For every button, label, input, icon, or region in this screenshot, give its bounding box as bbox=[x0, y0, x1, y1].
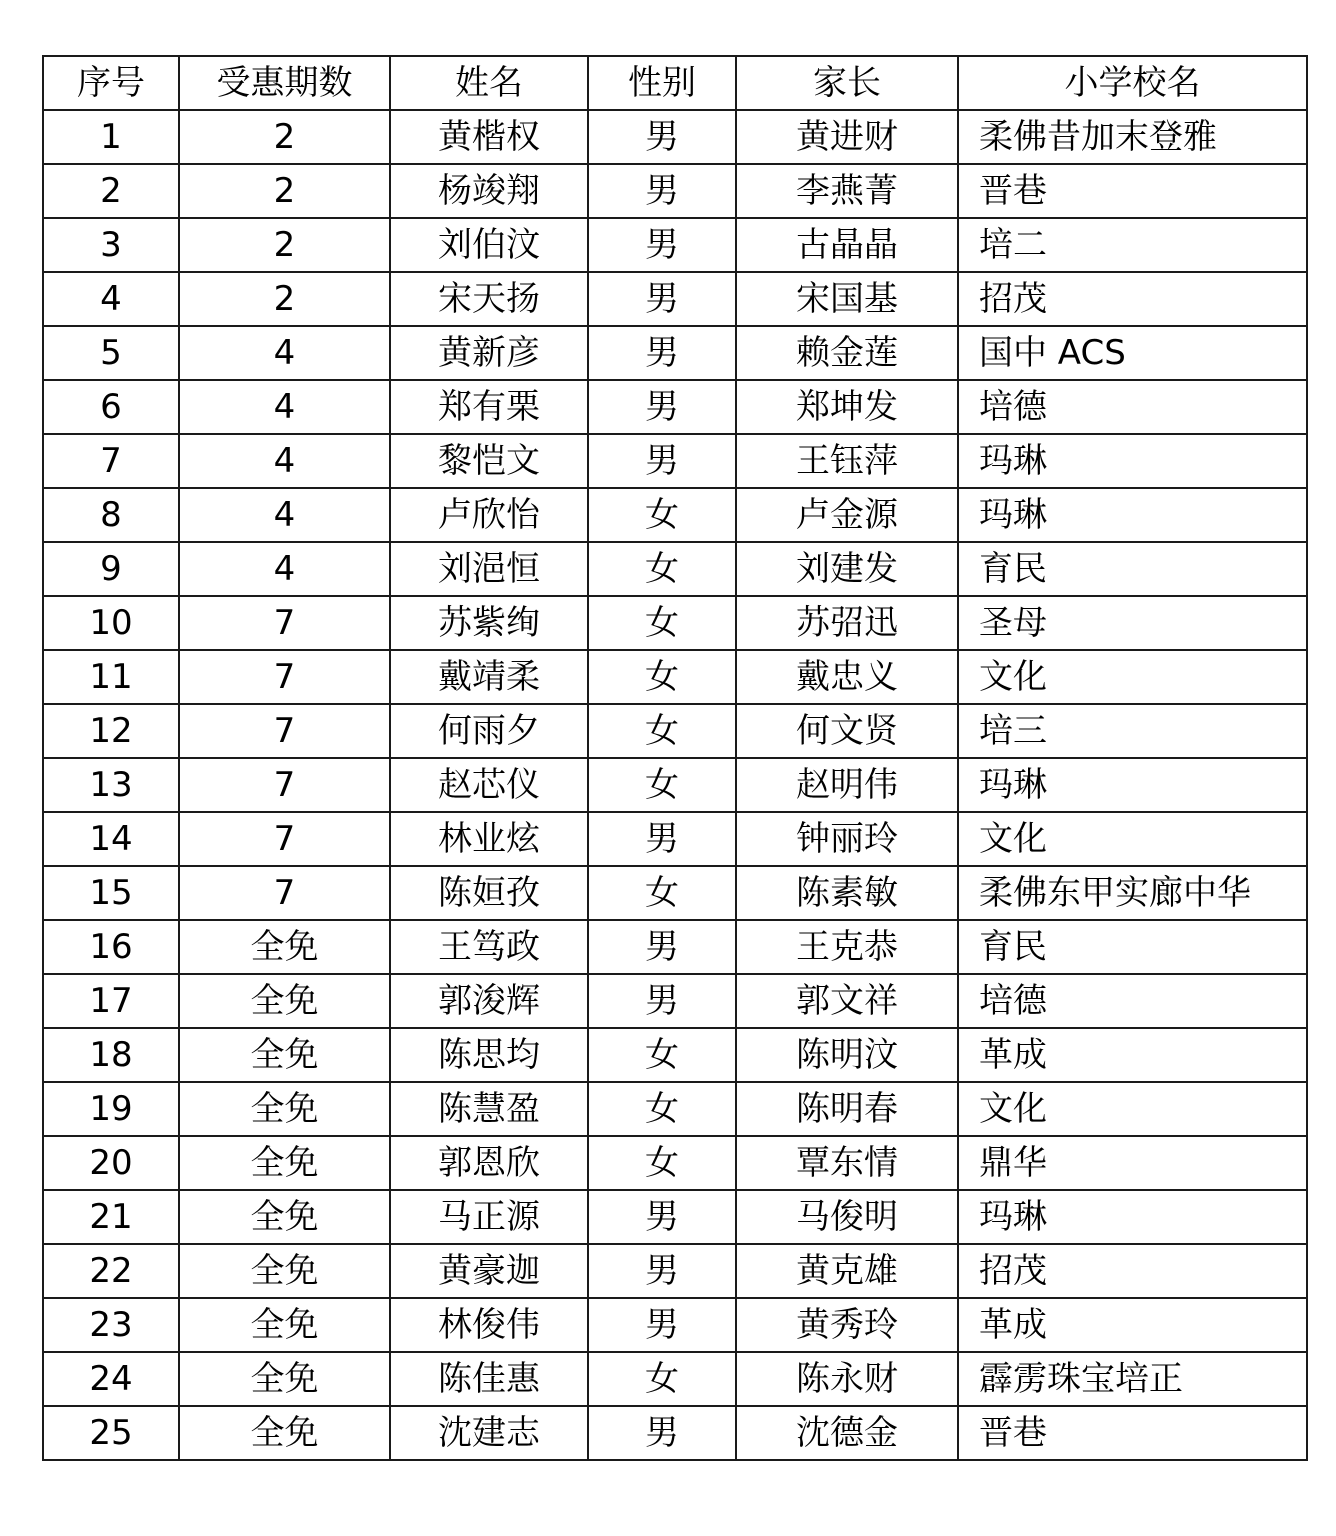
cell-benefit-periods: 全免 bbox=[179, 1136, 390, 1190]
cell-index: 5 bbox=[43, 326, 179, 380]
cell-name: 黎恺文 bbox=[390, 434, 588, 488]
header-benefit-periods: 受惠期数 bbox=[179, 56, 390, 110]
cell-school: 文化 bbox=[958, 812, 1307, 866]
cell-index: 19 bbox=[43, 1082, 179, 1136]
cell-gender: 男 bbox=[588, 1244, 736, 1298]
cell-index: 13 bbox=[43, 758, 179, 812]
cell-parent: 王克恭 bbox=[736, 920, 958, 974]
table-row bbox=[43, 866, 1307, 920]
cell-parent: 王钰萍 bbox=[736, 434, 958, 488]
cell-school: 霹雳珠宝培正 bbox=[958, 1352, 1307, 1406]
table-row bbox=[43, 974, 1307, 1028]
cell-school: 育民 bbox=[958, 542, 1307, 596]
cell-gender: 男 bbox=[588, 1190, 736, 1244]
cell-index: 18 bbox=[43, 1028, 179, 1082]
table-row bbox=[43, 380, 1307, 434]
cell-name: 陈思均 bbox=[390, 1028, 588, 1082]
cell-parent: 陈明春 bbox=[736, 1082, 958, 1136]
cell-name: 何雨夕 bbox=[390, 704, 588, 758]
table-row bbox=[43, 326, 1307, 380]
cell-gender: 男 bbox=[588, 974, 736, 1028]
cell-name: 沈建志 bbox=[390, 1406, 588, 1460]
cell-school: 玛琳 bbox=[958, 488, 1307, 542]
cell-gender: 男 bbox=[588, 380, 736, 434]
cell-benefit-periods: 7 bbox=[179, 758, 390, 812]
cell-name: 黄楷权 bbox=[390, 110, 588, 164]
cell-name: 陈佳惠 bbox=[390, 1352, 588, 1406]
table-body bbox=[43, 110, 1307, 1460]
cell-school: 招茂 bbox=[958, 272, 1307, 326]
header-index: 序号 bbox=[43, 56, 179, 110]
cell-school: 玛琳 bbox=[958, 1190, 1307, 1244]
cell-name: 卢欣怡 bbox=[390, 488, 588, 542]
cell-name: 林俊伟 bbox=[390, 1298, 588, 1352]
cell-gender: 男 bbox=[588, 164, 736, 218]
cell-index: 21 bbox=[43, 1190, 179, 1244]
cell-benefit-periods: 7 bbox=[179, 596, 390, 650]
cell-parent: 郑坤发 bbox=[736, 380, 958, 434]
cell-benefit-periods: 4 bbox=[179, 434, 390, 488]
cell-gender: 女 bbox=[588, 704, 736, 758]
cell-school: 培三 bbox=[958, 704, 1307, 758]
cell-index: 7 bbox=[43, 434, 179, 488]
cell-name: 苏紫绚 bbox=[390, 596, 588, 650]
table-row bbox=[43, 1190, 1307, 1244]
cell-parent: 苏弨迅 bbox=[736, 596, 958, 650]
cell-parent: 陈素敏 bbox=[736, 866, 958, 920]
cell-name: 郑有栗 bbox=[390, 380, 588, 434]
header-gender: 性别 bbox=[588, 56, 736, 110]
cell-name: 郭浚辉 bbox=[390, 974, 588, 1028]
table-row bbox=[43, 596, 1307, 650]
cell-gender: 男 bbox=[588, 218, 736, 272]
cell-index: 24 bbox=[43, 1352, 179, 1406]
cell-school: 育民 bbox=[958, 920, 1307, 974]
cell-benefit-periods: 2 bbox=[179, 272, 390, 326]
cell-index: 2 bbox=[43, 164, 179, 218]
cell-name: 林业炫 bbox=[390, 812, 588, 866]
cell-name: 戴靖柔 bbox=[390, 650, 588, 704]
cell-index: 10 bbox=[43, 596, 179, 650]
cell-benefit-periods: 7 bbox=[179, 650, 390, 704]
table-row bbox=[43, 1352, 1307, 1406]
cell-name: 赵芯仪 bbox=[390, 758, 588, 812]
cell-index: 4 bbox=[43, 272, 179, 326]
cell-benefit-periods: 全免 bbox=[179, 920, 390, 974]
cell-school: 柔佛东甲实廊中华 bbox=[958, 866, 1307, 920]
cell-parent: 黄进财 bbox=[736, 110, 958, 164]
cell-parent: 赵明伟 bbox=[736, 758, 958, 812]
cell-gender: 男 bbox=[588, 920, 736, 974]
cell-benefit-periods: 全免 bbox=[179, 1028, 390, 1082]
cell-benefit-periods: 4 bbox=[179, 542, 390, 596]
cell-school: 文化 bbox=[958, 650, 1307, 704]
cell-gender: 男 bbox=[588, 812, 736, 866]
cell-index: 22 bbox=[43, 1244, 179, 1298]
cell-benefit-periods: 4 bbox=[179, 326, 390, 380]
cell-name: 宋天扬 bbox=[390, 272, 588, 326]
cell-index: 12 bbox=[43, 704, 179, 758]
cell-parent: 黄秀玲 bbox=[736, 1298, 958, 1352]
cell-index: 14 bbox=[43, 812, 179, 866]
cell-parent: 何文贤 bbox=[736, 704, 958, 758]
cell-parent: 刘建发 bbox=[736, 542, 958, 596]
table-row bbox=[43, 542, 1307, 596]
cell-benefit-periods: 全免 bbox=[179, 1190, 390, 1244]
cell-school: 国中 ACS bbox=[958, 326, 1307, 380]
cell-school: 培二 bbox=[958, 218, 1307, 272]
cell-parent: 马俊明 bbox=[736, 1190, 958, 1244]
cell-parent: 卢金源 bbox=[736, 488, 958, 542]
cell-benefit-periods: 2 bbox=[179, 110, 390, 164]
cell-benefit-periods: 全免 bbox=[179, 1244, 390, 1298]
cell-benefit-periods: 7 bbox=[179, 812, 390, 866]
cell-benefit-periods: 2 bbox=[179, 218, 390, 272]
cell-gender: 男 bbox=[588, 434, 736, 488]
cell-parent: 陈永财 bbox=[736, 1352, 958, 1406]
table-row bbox=[43, 758, 1307, 812]
cell-name: 陈姮孜 bbox=[390, 866, 588, 920]
cell-index: 17 bbox=[43, 974, 179, 1028]
cell-index: 6 bbox=[43, 380, 179, 434]
cell-index: 3 bbox=[43, 218, 179, 272]
cell-index: 11 bbox=[43, 650, 179, 704]
cell-gender: 女 bbox=[588, 866, 736, 920]
header-school: 小学校名 bbox=[958, 56, 1307, 110]
cell-gender: 女 bbox=[588, 488, 736, 542]
table-header bbox=[43, 56, 1307, 110]
table-row bbox=[43, 164, 1307, 218]
cell-index: 1 bbox=[43, 110, 179, 164]
table-row bbox=[43, 812, 1307, 866]
cell-school: 晋巷 bbox=[958, 164, 1307, 218]
cell-index: 9 bbox=[43, 542, 179, 596]
cell-index: 8 bbox=[43, 488, 179, 542]
cell-benefit-periods: 2 bbox=[179, 164, 390, 218]
cell-school: 玛琳 bbox=[958, 434, 1307, 488]
table-row bbox=[43, 1298, 1307, 1352]
cell-name: 刘伯汶 bbox=[390, 218, 588, 272]
cell-school: 培德 bbox=[958, 380, 1307, 434]
cell-school: 圣母 bbox=[958, 596, 1307, 650]
cell-gender: 男 bbox=[588, 326, 736, 380]
table-row bbox=[43, 1244, 1307, 1298]
cell-benefit-periods: 全免 bbox=[179, 1406, 390, 1460]
table-row bbox=[43, 704, 1307, 758]
table-row bbox=[43, 1082, 1307, 1136]
table-row bbox=[43, 920, 1307, 974]
cell-name: 黄新彦 bbox=[390, 326, 588, 380]
cell-parent: 戴忠义 bbox=[736, 650, 958, 704]
cell-gender: 女 bbox=[588, 1028, 736, 1082]
table-row bbox=[43, 488, 1307, 542]
cell-name: 王笃政 bbox=[390, 920, 588, 974]
cell-name: 郭恩欣 bbox=[390, 1136, 588, 1190]
cell-school: 玛琳 bbox=[958, 758, 1307, 812]
cell-school: 革成 bbox=[958, 1028, 1307, 1082]
cell-gender: 女 bbox=[588, 596, 736, 650]
cell-benefit-periods: 4 bbox=[179, 488, 390, 542]
cell-gender: 女 bbox=[588, 542, 736, 596]
cell-school: 柔佛昔加末登雅 bbox=[958, 110, 1307, 164]
table-row bbox=[43, 434, 1307, 488]
cell-benefit-periods: 全免 bbox=[179, 1082, 390, 1136]
cell-name: 马正源 bbox=[390, 1190, 588, 1244]
cell-index: 20 bbox=[43, 1136, 179, 1190]
cell-parent: 宋国基 bbox=[736, 272, 958, 326]
cell-parent: 钟丽玲 bbox=[736, 812, 958, 866]
cell-benefit-periods: 7 bbox=[179, 866, 390, 920]
cell-benefit-periods: 4 bbox=[179, 380, 390, 434]
cell-school: 鼎华 bbox=[958, 1136, 1307, 1190]
cell-parent: 李燕菁 bbox=[736, 164, 958, 218]
cell-gender: 男 bbox=[588, 1406, 736, 1460]
cell-benefit-periods: 全免 bbox=[179, 1298, 390, 1352]
table-row bbox=[43, 110, 1307, 164]
cell-parent: 黄克雄 bbox=[736, 1244, 958, 1298]
recipient-table bbox=[42, 55, 1308, 1461]
table-row bbox=[43, 650, 1307, 704]
cell-school: 革成 bbox=[958, 1298, 1307, 1352]
cell-school: 文化 bbox=[958, 1082, 1307, 1136]
cell-name: 陈慧盈 bbox=[390, 1082, 588, 1136]
cell-school: 培德 bbox=[958, 974, 1307, 1028]
header-name: 姓名 bbox=[390, 56, 588, 110]
table-row bbox=[43, 1406, 1307, 1460]
table-row bbox=[43, 1028, 1307, 1082]
cell-index: 23 bbox=[43, 1298, 179, 1352]
cell-gender: 女 bbox=[588, 1082, 736, 1136]
cell-gender: 女 bbox=[588, 650, 736, 704]
cell-parent: 覃东情 bbox=[736, 1136, 958, 1190]
cell-name: 黄豪迦 bbox=[390, 1244, 588, 1298]
cell-gender: 男 bbox=[588, 1298, 736, 1352]
cell-index: 15 bbox=[43, 866, 179, 920]
cell-gender: 女 bbox=[588, 1136, 736, 1190]
cell-parent: 陈明汶 bbox=[736, 1028, 958, 1082]
cell-gender: 男 bbox=[588, 110, 736, 164]
cell-parent: 郭文祥 bbox=[736, 974, 958, 1028]
cell-gender: 女 bbox=[588, 1352, 736, 1406]
cell-school: 晋巷 bbox=[958, 1406, 1307, 1460]
cell-benefit-periods: 7 bbox=[179, 704, 390, 758]
cell-parent: 古晶晶 bbox=[736, 218, 958, 272]
table-row bbox=[43, 218, 1307, 272]
cell-benefit-periods: 全免 bbox=[179, 974, 390, 1028]
table-row bbox=[43, 272, 1307, 326]
header-row bbox=[43, 56, 1307, 110]
cell-name: 刘浥恒 bbox=[390, 542, 588, 596]
cell-benefit-periods: 全免 bbox=[179, 1352, 390, 1406]
cell-index: 25 bbox=[43, 1406, 179, 1460]
cell-gender: 女 bbox=[588, 758, 736, 812]
cell-gender: 男 bbox=[588, 272, 736, 326]
cell-parent: 沈德金 bbox=[736, 1406, 958, 1460]
table-row bbox=[43, 1136, 1307, 1190]
cell-index: 16 bbox=[43, 920, 179, 974]
cell-parent: 赖金莲 bbox=[736, 326, 958, 380]
cell-name: 杨竣翔 bbox=[390, 164, 588, 218]
cell-school: 招茂 bbox=[958, 1244, 1307, 1298]
header-parent: 家长 bbox=[736, 56, 958, 110]
